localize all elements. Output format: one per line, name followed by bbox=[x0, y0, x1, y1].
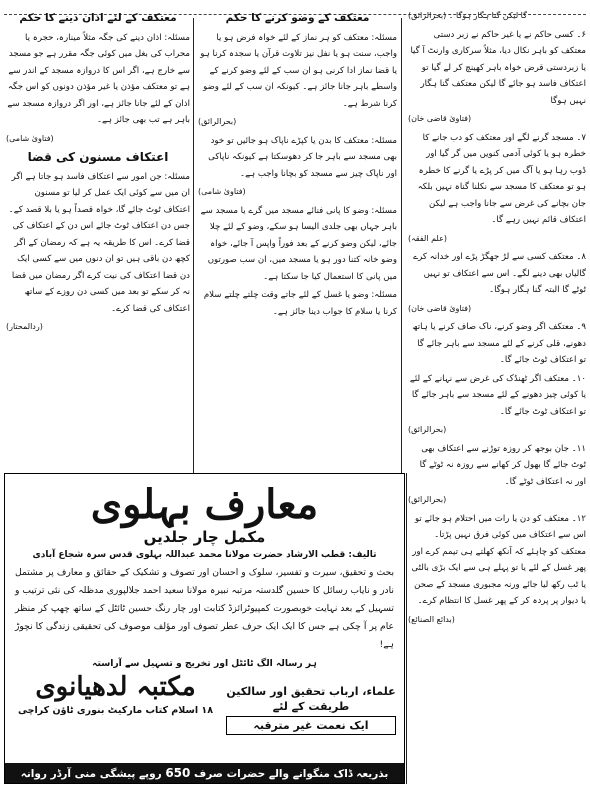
middle-rule-2: مسئلہ: معتکف کا بدن یا کپڑے ناپاک ہو جائیں تو خود بھی مسجد سے باہر جا کر دھوسکتا ہے کیونکہ ناپاکی اور ناپاک چیز سے مسجد کو بچانا واجب ہے۔ bbox=[208, 135, 397, 179]
clause-8: ۸۔ معتکف کسی سے لڑ جھگڑ پڑے اور خدانہ کرے گالیاں بھی دینے لگے۔ اس سے اعتکاف تو نہیں ٹوٹے گا البتہ گنا ہگار ہوگا۔ bbox=[413, 252, 586, 295]
ad-series-note: ہر رسالہ الگ ٹائٹل اور تخریج و تسہیل سے آراستہ bbox=[92, 658, 317, 669]
ad-author-line: تالیف: قطب الارشاد حضرت مولانا محمد عبداللہ بہلوی قدس سرہ شجاع آبادی bbox=[32, 550, 377, 560]
clause-7: ۷۔ مسجد گرنے لگے اور معتکف کو دب جانے کا خطرہ ہو یا کوئی آدمی کنویں میں گر گیا اور ڈوب رہا ہو یا آگ میں کر پڑے یا گرنے کا خطرہ ہو تو معتکف کا مسجد سے نکلنا گناہ نہیں بلکہ جان بچانے کی غرض سے جانا واجب ہے لیکن اعتکاف قائم نہیں رہے گا۔ bbox=[417, 132, 586, 225]
ad-title: معارف بہلوی bbox=[90, 481, 319, 528]
middle-rule-1: مسئلہ: معتکف کو ہر نماز کے لئے خواہ فرض ہو یا واجب، سنت ہو یا نفل نیز تلاوت قرآن یا سجدہ کرنا ہو یا قضا نماز ادا کرنی ہو ان سب کے لئے وضو کرنے کے واسطے باہر جانا جائز ہے۔ کیونکہ ان سب کے لئے وضو کرنا شرط ہے۔ bbox=[200, 32, 397, 109]
ad-footer-bar bbox=[5, 763, 404, 800]
left-heading-2: اعتکاف مسنون کی قضا bbox=[27, 150, 169, 164]
footer-text-post: روپے پیشگی منی آرڈر روانہ فرمائیں bbox=[20, 768, 226, 800]
clause-6: ۶۔ کسی حاکم نے یا غیر حاکم نے زبر دستی معتکف کو باہر نکال دیا، مثلاً سرکاری وارنٹ آ گیا یا زبردستی قرض خواہ باہر کھینچ کر لے گیا تو اعتکاف فاسد ہو جائے گا لیکن معتکف گنا ہگار نہیں ہوگا bbox=[410, 29, 586, 106]
clause-11-ref: (بحرالرائق) bbox=[408, 495, 447, 504]
ad-slogan-line-1: علماء، ارباب تحقیق اور سالکین طریقت کے لئے bbox=[226, 685, 396, 713]
middle-rule-2-ref: (فتاویٰ شامی) bbox=[198, 187, 246, 196]
left-rule-1-ref: (فتاویٰ شامی) bbox=[6, 133, 54, 143]
column-divider-right bbox=[401, 18, 402, 473]
column-right bbox=[408, 8, 586, 786]
left-rule-2: مسئلہ: جن امور سے اعتکاف فاسد ہو جاتا ہے اگر ان میں سے کوئی ایک عمل کر لیا تو مسنون اعتکاف ٹوٹ جائے گا، خواہ قصداً ہو یا بلا قصد کے۔ جس دن اعتکاف ٹوٹ جائے اس دن کے اعتکاف کی قضا کرے۔ اس کا طریقہ یہ ہے کہ رمضان کے اگر کچھ دن باقی ہیں تو ان دنوں میں سے کسی ایک دن قضا اعتکاف کی نیت کرے اگر رمضان میں قضا نہ کر سکے تو بعد میں کسی دن روزے کے ساتھ اعتکاف کی قضا کرے۔ bbox=[8, 171, 190, 314]
clause-10-ref: (بحرالرائق) bbox=[408, 425, 447, 434]
middle-rule-3: مسئلہ: وضو کا پانی فنائے مسجد میں گرے یا مسجد سے باہر جہاں بھی جلدی الیسا ہو سکے، وضو کے لئے چلا جائے، لیکن وضو کرنے کے بعد فوراً واپس آ جائے، خواہ وضو خانہ کتنا دور ہو یا مسجد میں، ان سب صورتوں میں پانی کا استعمال کیا جا سکتا ہے۔ bbox=[200, 205, 397, 282]
column-middle bbox=[198, 8, 397, 470]
ad-slogan-stamp: ایک نعمت غیر مترقبہ bbox=[226, 716, 396, 735]
ad-publisher bbox=[13, 670, 218, 718]
footer-amount: 650 bbox=[165, 766, 191, 780]
clause-6-ref: (فتاویٰ قاضی خان) bbox=[408, 114, 472, 123]
publisher-name: مکتبہ لدھیانوی bbox=[35, 672, 196, 702]
publisher-address: ۱۸ اسلام کتاب مارکیٹ بنوری ٹاؤن کراچی bbox=[18, 705, 213, 716]
ad-subtitle: مکمل چار جلدیں bbox=[143, 528, 266, 546]
left-rule-1: مسئلہ: اذان دینے کی جگہ مثلاً مینارہ، حجرہ یا محراب کی بغل میں کوئی جگہ مقرر ہے جو مسجد سے خارج ہے، اگر اس کا دروازہ مسجد کے اندر سے ہے تو معتکف مؤذن یا غیر مؤذن دونوں کو اس جگہ اذان کے لئے جانا جائز ہے، اور اگر دروازہ مسجد سے باہر ہے تب بھی جائز ہے۔ bbox=[7, 32, 190, 125]
clause-10: ۱۰۔ معتکف اگر ٹھنڈک کی غرض سے نہانے کے لئے یا کوئی چیز دھونے کے لئے مسجد سے باہر جائے گا تو اعتکاف ٹوٹ جائے گا۔ bbox=[409, 373, 586, 417]
advertisement-box bbox=[4, 473, 405, 800]
column-left bbox=[6, 8, 190, 470]
clause-11: ۱۱۔ جان بوجھ کر روزہ توڑنے سے اعتکاف بھی ٹوٹ جائے گا بھول کر کھانے سے روزہ نہ ٹوٹے گا اور نہ اعتکاف ٹوٹے گا۔ bbox=[419, 443, 586, 487]
clause-8-ref: (فتاویٰ قاضی خان) bbox=[408, 303, 472, 313]
clause-9: ۹۔ معتکف اگر وضو کرنے، ناک صاف کرنے یا ہاتھ دھونے، قلی کرنے کے لئے مسجد سے باہر جائے گا تو اعتکاف ٹوٹ جائے گا۔ bbox=[412, 322, 586, 365]
middle-heading: معتکف کے وضو کرنے کا حکم bbox=[225, 12, 370, 24]
footer-text-pre: بذریعہ ڈاک منگوانے والے حضرات صرف bbox=[194, 768, 389, 780]
column-divider-left bbox=[193, 18, 194, 473]
left-rule-2-ref: (ردالمحتار) bbox=[6, 322, 43, 331]
middle-rule-1-ref: (بحرالرائق) bbox=[198, 117, 237, 126]
ad-slogan bbox=[226, 684, 396, 735]
ad-description: بحث و تحقیق، سیرت و تفسیر، سلوک و احسان اور تصوف و تشکیک کے حقائق و معارف پر مشتمل نادر و نایاب رسائل کا حسین گلدستہ مرتبہ نبیرہ مولانا سعید احمد جلالپوری مدظلہ کی نئی ترتیب و تسہیل کے بعد نہایت خوبصورت کمپیوٹرائزڈ کتابت اور چار رنگ حسین ٹائٹل کے ساتھ چھپ کر منظر عام پر آ چکی ہے جس کا ایک ایک حرف عطر تصوف اور مؤلف موصوف کی تحقیقی زندگی کا نچوڑ ہے! bbox=[15, 567, 394, 650]
clause-12-ref: (بدائع الصنائع) bbox=[408, 614, 455, 624]
clause-7-ref: (علم الفقہ) bbox=[408, 233, 447, 243]
left-heading: معتکف کے لئے اذان دینے کا حکم bbox=[19, 12, 177, 24]
lead-text: گا لیکن گنا ہگار ہوگا ۔ (بحرالرائق) bbox=[408, 11, 527, 20]
middle-rule-4: مسئلہ: وضو یا غسل کے لئے جاتے وقت چلتے چلتے سلام کرنا یا سلام کا جواب دینا جائز ہے۔ bbox=[203, 290, 397, 317]
column-divider-lower bbox=[406, 473, 407, 784]
clause-12: ۱۲۔ معتکف کو دن یا رات میں احتلام ہو جائے تو اس سے اعتکاف میں کوئی فرق نہیں پڑتا۔ معتکف کو چاہئے کہ آنکھ کھلتے ہی تیمم کرے اور پھر غسل کے لئے یا تو پہلے ہی سے ایک بڑی بالٹی یا ٹب رکھ لیا جائے ورنہ مجبوری مسجد کے صحن یا دیوار پر پردہ کر کے پھر غسل کا انتظام کرے۔ bbox=[411, 513, 586, 606]
